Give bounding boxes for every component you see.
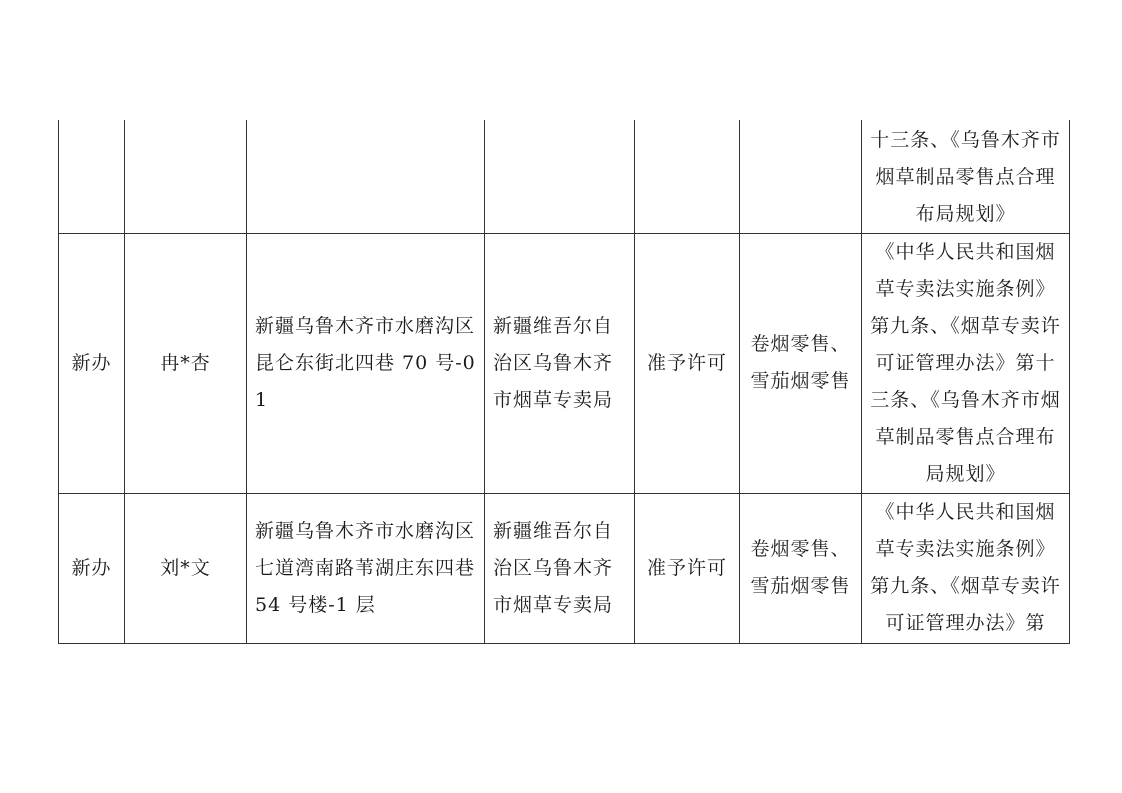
applicant-name-cell: 冉*杏 (125, 233, 247, 493)
license-records-table (58, 120, 1070, 644)
address-cell: 新疆乌鲁木齐市水磨沟区七道湾南路苇湖庄东四巷 54 号楼-1 层 (247, 493, 485, 643)
decision-cell: 准予许可 (635, 233, 740, 493)
decision-cell: 准予许可 (635, 493, 740, 643)
license-type-cell (59, 120, 125, 233)
legal-basis-cell: 《中华人民共和国烟草专卖法实施条例》第九条、《烟草专卖许可证管理办法》第十三条、《乌鲁木齐市烟草制品零售点合理布局规划》 (862, 233, 1070, 493)
table-row (59, 120, 1070, 233)
decision-cell (635, 120, 740, 233)
applicant-name-cell (125, 120, 247, 233)
scope-cell: 卷烟零售、雪茄烟零售 (740, 233, 862, 493)
scope-cell: 卷烟零售、雪茄烟零售 (740, 493, 862, 643)
address-cell (247, 120, 485, 233)
scope-cell (740, 120, 862, 233)
applicant-name-cell: 刘*文 (125, 493, 247, 643)
license-type-cell: 新办 (59, 493, 125, 643)
authority-cell (485, 120, 635, 233)
legal-basis-cell: 《中华人民共和国烟草专卖法实施条例》第九条、《烟草专卖许可证管理办法》第 (862, 493, 1070, 643)
authority-cell: 新疆维吾尔自治区乌鲁木齐市烟草专卖局 (485, 233, 635, 493)
table-row (59, 493, 1070, 643)
authority-cell: 新疆维吾尔自治区乌鲁木齐市烟草专卖局 (485, 493, 635, 643)
address-cell: 新疆乌鲁木齐市水磨沟区昆仑东街北四巷 70 号-01 (247, 233, 485, 493)
legal-basis-cell: 十三条、《乌鲁木齐市烟草制品零售点合理布局规划》 (862, 120, 1070, 233)
table-row (59, 233, 1070, 493)
license-type-cell: 新办 (59, 233, 125, 493)
